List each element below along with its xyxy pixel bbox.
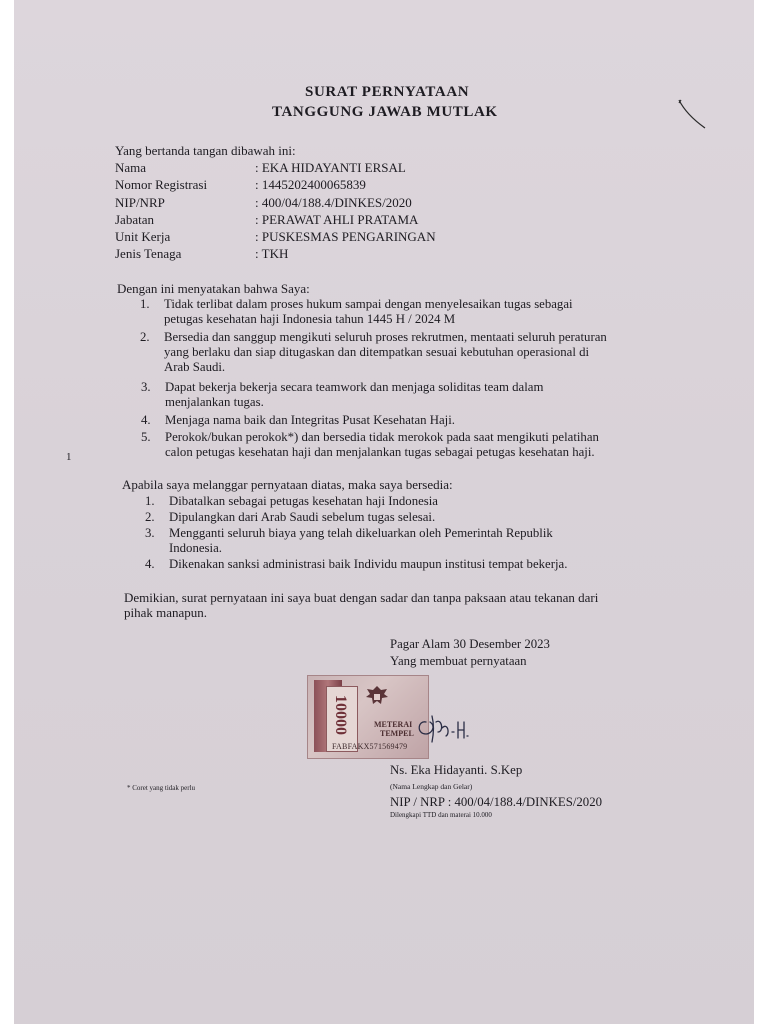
field-label: Jenis Tenaga <box>115 246 182 261</box>
item-number: 4. <box>141 413 151 427</box>
item-line: yang berlaku dan siap ditugaskan dan ditempatkan sesuai kebutuhan operasional di <box>164 345 590 359</box>
item-line: Dipulangkan dari Arab Saudi sebelum tugas selesai. <box>169 510 436 524</box>
violate-intro: Apabila saya melanggar pernyataan diatas, maka saya bersedia: <box>122 477 453 492</box>
field-row-jabatan <box>115 212 418 227</box>
item-number: 2. <box>140 330 150 344</box>
field-label: NIP/NRP <box>115 195 165 210</box>
intro-text: Yang bertanda tangan dibawah ini: <box>115 143 296 158</box>
field-row-nip <box>115 195 412 210</box>
pen-stroke-mark <box>675 96 715 136</box>
violate-item-2 <box>145 510 435 525</box>
item-number: 1. <box>145 494 155 508</box>
stamp-value: 10000 <box>332 695 349 735</box>
meterai-stamp <box>307 675 429 759</box>
field-value: : EKA HIDAYANTI ERSAL <box>255 160 406 175</box>
footnote: * Coret yang tidak perlu <box>127 784 196 792</box>
field-row-jenis-tenaga <box>115 246 288 261</box>
item-line: Bersedia dan sanggup mengikuti seluruh proses rekrutmen, mentaati seluruh peraturan <box>164 330 607 344</box>
field-label: Nama <box>115 160 147 175</box>
item-number: 5. <box>141 430 151 444</box>
field-value: : PUSKESMAS PENGARINGAN <box>255 229 436 244</box>
maker-label: Yang membuat pernyataan <box>390 654 527 668</box>
field-row-unit-kerja <box>115 229 436 244</box>
declare-item-1 <box>140 297 573 327</box>
violate-item-4 <box>145 557 567 572</box>
doc-title: SURAT PERNYATAAN <box>305 84 470 100</box>
declare-item-5 <box>141 430 599 460</box>
closing-line: Demikian, surat pernyataan ini saya buat dengan sadar dan tanpa paksaan atau tekanan dari <box>124 590 599 605</box>
declare-intro: Dengan ini menyatakan bahwa Saya: <box>117 281 310 296</box>
item-line: Tidak terlibat dalam proses hukum sampai dengan menyelesaikan tugas sebagai <box>164 297 573 311</box>
signer-name: Ns. Eka Hidayanti. S.Kep <box>390 763 523 777</box>
item-line: Dibatalkan sebagai petugas kesehatan haji Indonesia <box>169 494 438 508</box>
field-value: : 400/04/188.4/DINKES/2020 <box>255 195 412 210</box>
closing-line: pihak manapun. <box>124 605 208 620</box>
declare-item-2 <box>140 330 607 375</box>
item-number: 3. <box>141 380 151 394</box>
name-hint: (Nama Lengkap dan Gelar) <box>390 782 473 791</box>
item-line: Dapat bekerja bekerja secara teamwork dan menjaga soliditas team dalam <box>165 380 544 394</box>
declare-item-4 <box>141 413 455 428</box>
item-line: Dikenakan sanksi administrasi baik Individu maupun institusi tempat bekerja. <box>169 557 568 571</box>
field-value: : PERAWAT AHLI PRATAMA <box>255 212 419 227</box>
item-number: 1. <box>140 297 150 311</box>
violate-item-3 <box>145 526 553 556</box>
item-line: Mengganti seluruh biaya yang telah dikeluarkan oleh Pemerintah Republik <box>169 526 553 540</box>
margin-mark: 1 <box>66 451 72 463</box>
field-row-nomor-registrasi <box>115 177 366 192</box>
field-value: : TKH <box>255 246 289 261</box>
item-line: calon petugas kesehatan haji dan menjalankan tugas sebagai petugas kesehatan haji. <box>165 445 595 459</box>
item-line: Indonesia. <box>169 541 222 555</box>
item-line: petugas kesehatan haji Indonesia tahun 1445 H / 2024 M <box>164 312 456 326</box>
violate-item-1 <box>145 494 438 509</box>
closing-text <box>124 590 598 620</box>
stamp-code: FABFAKX571569479 <box>332 742 408 751</box>
field-value: : 1445202400065839 <box>255 177 366 192</box>
attachment-note: Dilengkapi TTD dan materai 10.000 <box>390 811 492 819</box>
handwritten-signature <box>412 708 472 748</box>
field-label: Nomor Registrasi <box>115 177 208 192</box>
field-label: Jabatan <box>115 212 154 227</box>
field-row-nama <box>115 160 406 175</box>
item-number: 2. <box>145 510 155 524</box>
item-line: Arab Saudi. <box>164 360 226 374</box>
item-line: Perokok/bukan perokok*) dan bersedia tidak merokok pada saat mengikuti pelatihan <box>165 430 599 444</box>
garuda-emblem-icon <box>363 684 391 710</box>
doc-subtitle: TANGGUNG JAWAB MUTLAK <box>272 104 498 120</box>
field-label: Unit Kerja <box>115 229 171 244</box>
place-date: Pagar Alam 30 Desember 2023 <box>390 637 550 651</box>
item-number: 3. <box>145 526 155 540</box>
item-number: 4. <box>145 557 155 571</box>
nip-line: NIP / NRP : 400/04/188.4/DINKES/2020 <box>390 795 602 809</box>
item-line: Menjaga nama baik dan Integritas Pusat Kesehatan Haji. <box>165 413 455 427</box>
stamp-label: METERAI TEMPEL <box>374 720 414 738</box>
item-line: menjalankan tugas. <box>165 395 264 409</box>
declare-item-3 <box>141 380 543 410</box>
